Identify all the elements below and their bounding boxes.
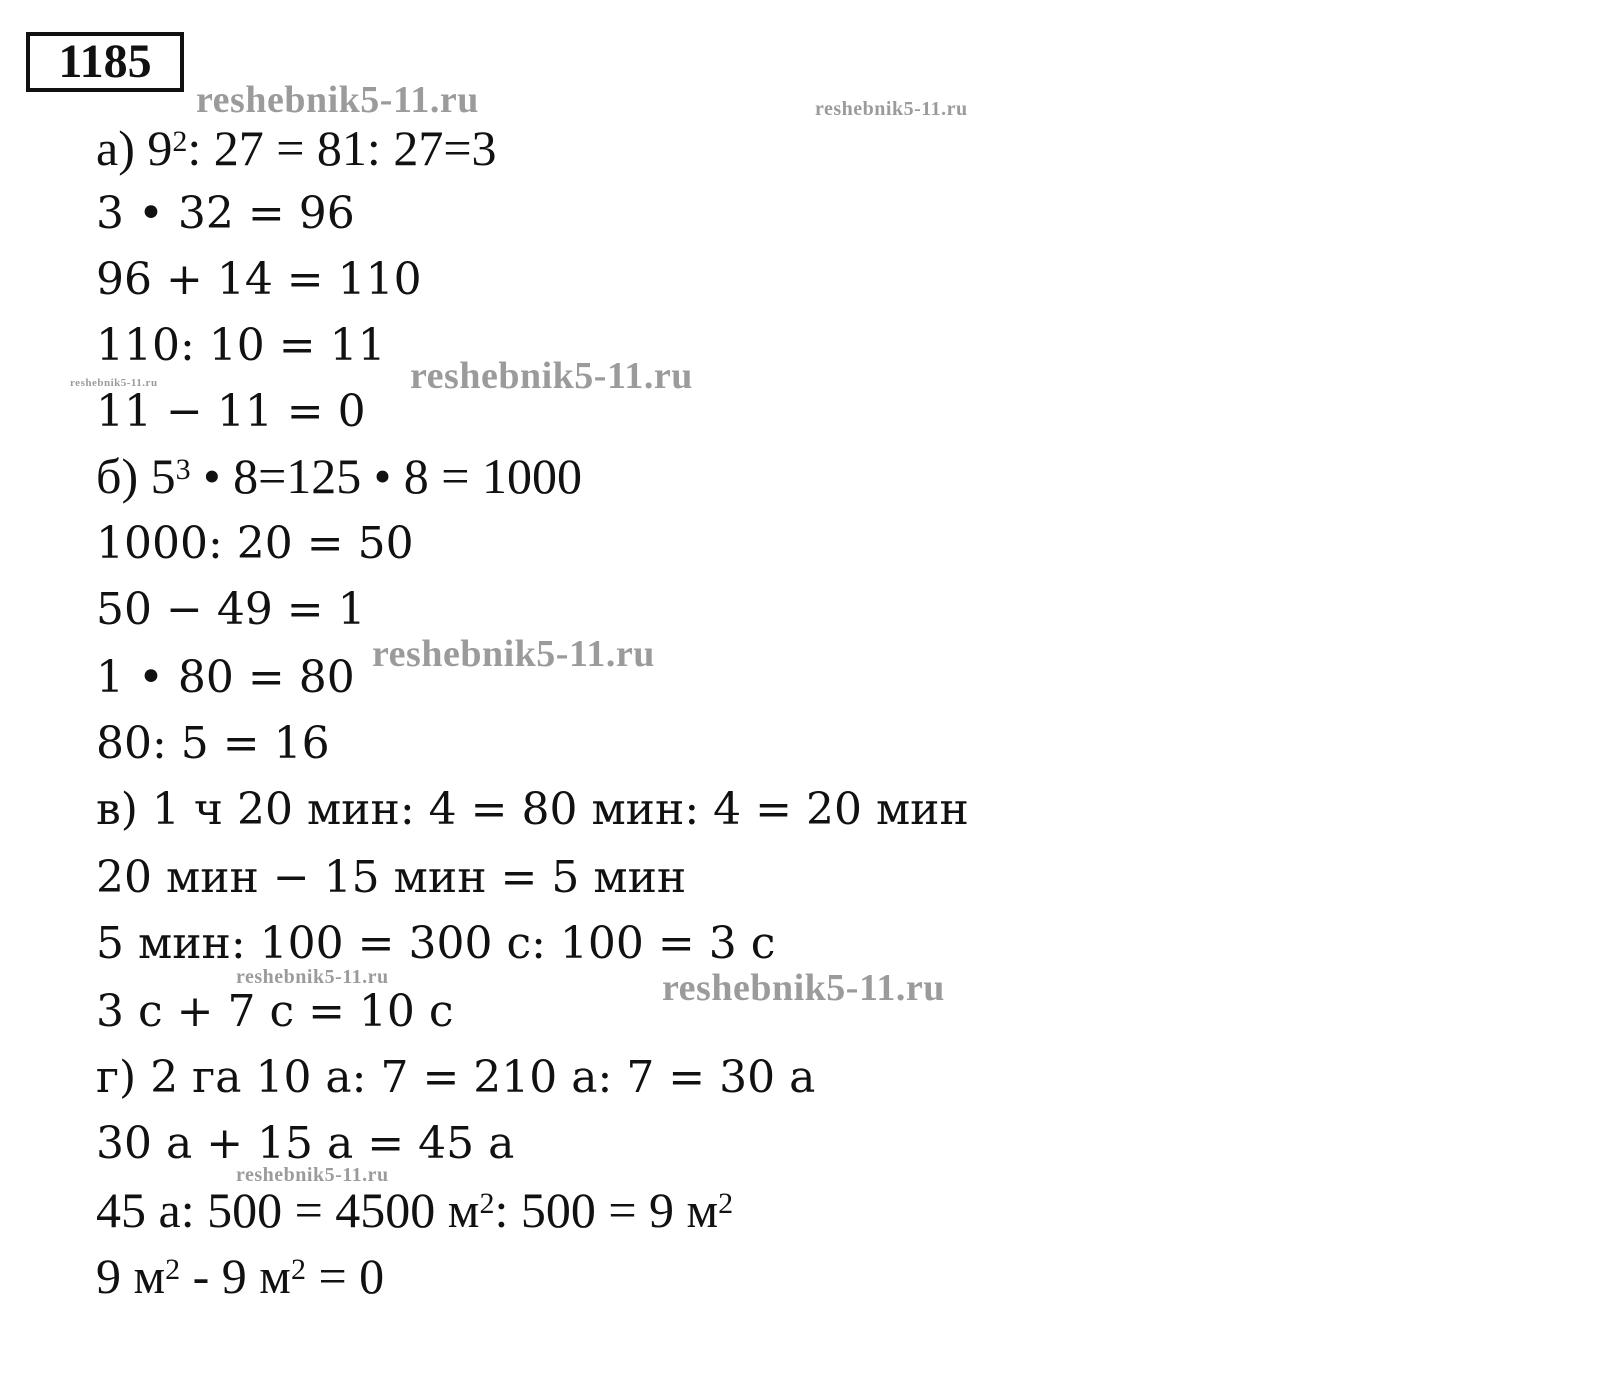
watermark: reshebnik5-11.ru <box>662 967 945 1009</box>
solution-line-a3: 96 + 14 = 110 <box>96 254 422 305</box>
watermark: reshebnik5-11.ru <box>236 966 389 988</box>
solution-line-g4: 9 $м^2 - 9$ $м^2 = 0$ <box>96 1248 385 1304</box>
solution-line-v2: 20 мин − 15 мин = 5 мин <box>96 852 687 903</box>
solution-line-v1: в) 1 ч 20 мин: 4 = 80 мин: 4 = 20 мин <box>96 784 969 835</box>
solution-line-v3: 5 мин: 100 = 300 с: 100 = 3 с <box>96 918 776 969</box>
watermark: reshebnik5-11.ru <box>70 377 158 389</box>
solution-line-b5: 80: 5 = 16 <box>96 718 330 769</box>
solution-line-a4: 110: 10 = 11 <box>96 320 386 371</box>
solution-line-g2: 30 а + 15 а = 45 а <box>96 1118 515 1169</box>
solution-line-v4: 3 с + 7 с = 10 с <box>96 986 454 1037</box>
solution-line-b3: 50 − 49 = 1 <box>96 584 366 635</box>
solution-line-a2: 3 • 32 = 96 <box>96 188 355 239</box>
problem-number: 1185 <box>26 32 184 92</box>
solution-line-b2: 1000: 20 = 50 <box>96 518 414 569</box>
watermark: reshebnik5-11.ru <box>372 633 655 675</box>
solution-line-g3: 45 а: 500 = 4500 $м^2$: 500 = 9 $м^2$ <box>96 1182 734 1238</box>
watermark: reshebnik5-11.ru <box>410 355 693 397</box>
solution-line-b1: б) $5^3$ • 8=125 • 8 = 1000 <box>96 448 582 504</box>
watermark: reshebnik5-11.ru <box>196 79 479 121</box>
solution-line-a5: 11 − 11 = 0 <box>96 386 366 437</box>
solution-line-b4: 1 • 80 = 80 <box>96 652 355 703</box>
solution-line-a1: а) $9^2$: 27 = 81: 27=3 <box>96 120 497 176</box>
watermark: reshebnik5-11.ru <box>236 1164 389 1186</box>
solution-line-g1: г) 2 га 10 а: 7 = 210 а: 7 = 30 а <box>96 1052 816 1103</box>
watermark: reshebnik5-11.ru <box>815 98 968 120</box>
